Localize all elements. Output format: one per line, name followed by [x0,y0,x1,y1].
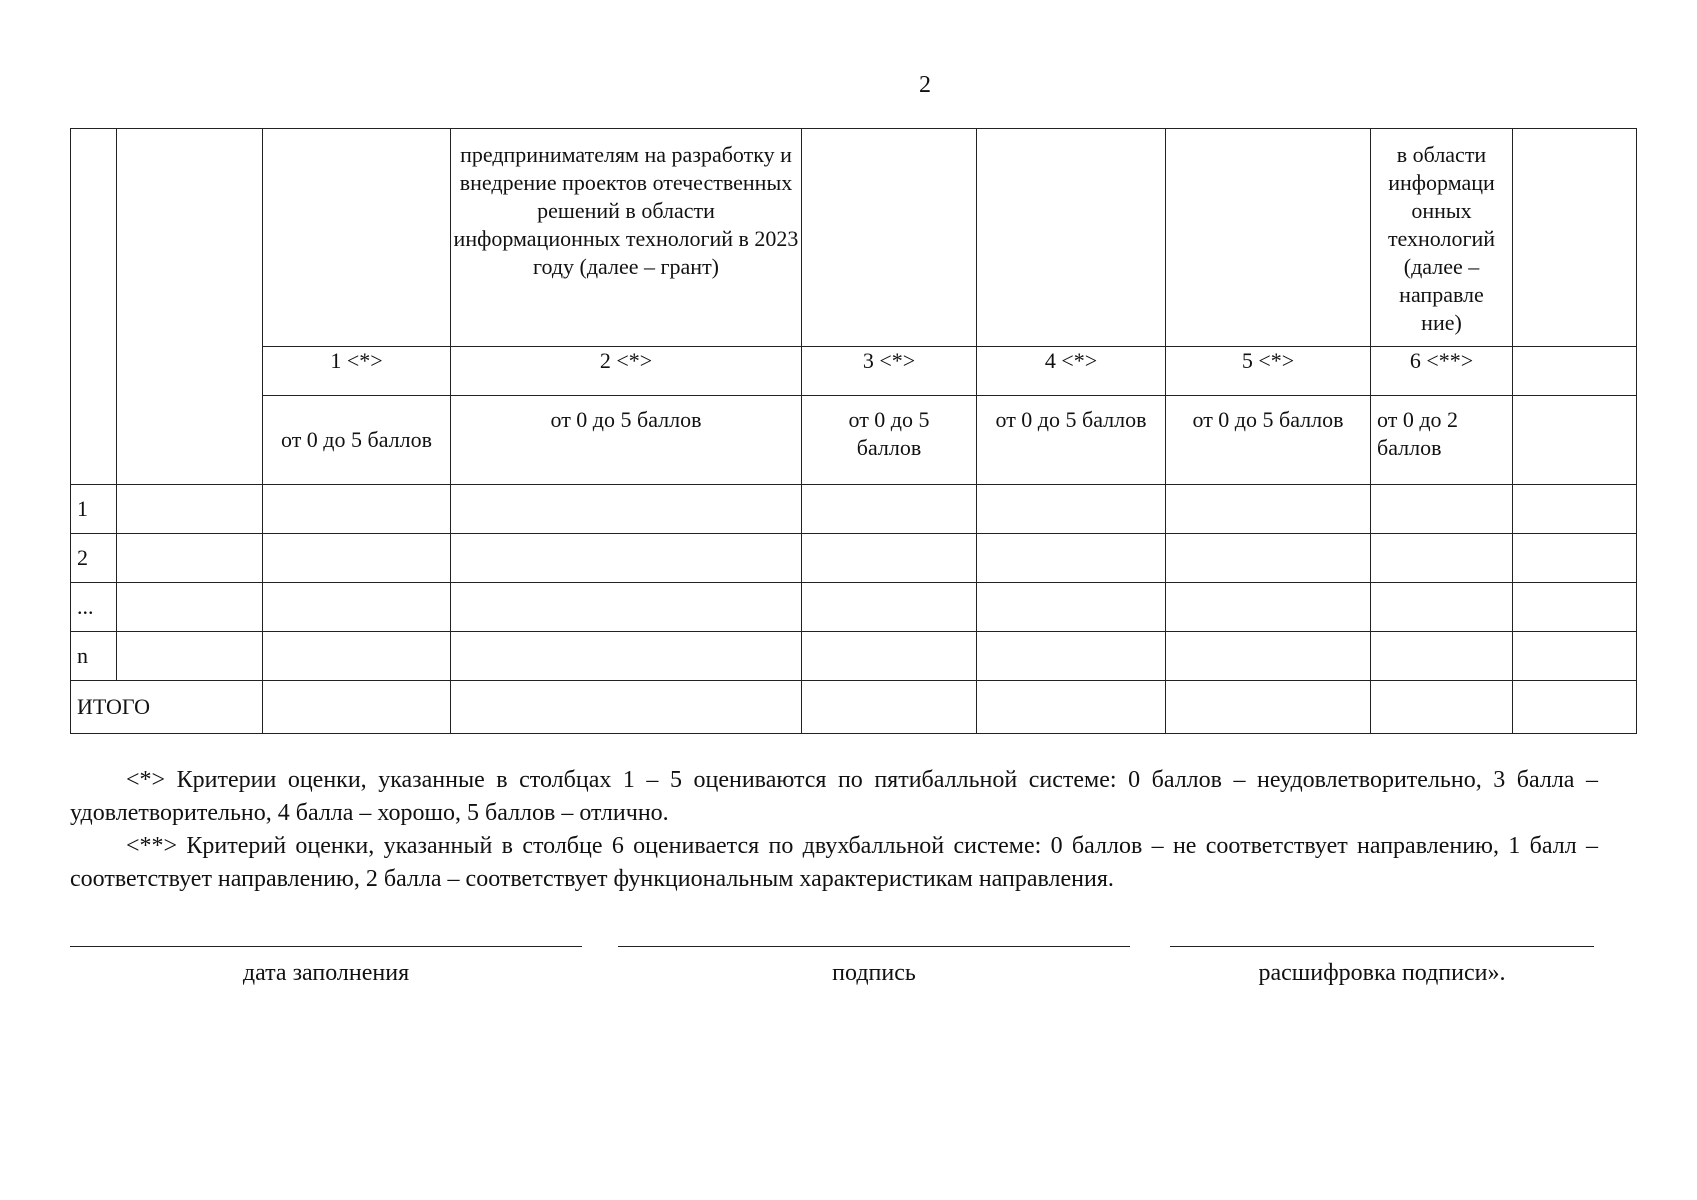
empty-cell [1513,396,1637,485]
total-row [71,681,1637,734]
table-cell [1371,534,1513,583]
table-cell [802,681,977,734]
table-cell [1371,681,1513,734]
row-number: 1 [71,485,117,534]
table-cell [1166,681,1371,734]
table-cell [451,485,802,534]
table-row [71,632,1637,681]
header-cell-direction: в области информаци онных технологий (далее – направле ние) [1371,129,1513,347]
signature-label: подпись [832,960,916,986]
table-cell [1371,583,1513,632]
signature-line [618,946,1130,947]
table-cell [1166,485,1371,534]
table-cell [1513,681,1637,734]
table-cell [977,485,1166,534]
table-cell [117,583,263,632]
table-cell [263,681,451,734]
header-cell-grant: предпринимателям на разработку и внедрение проектов отечественных решений в области информационных технологий в 2023 году (далее – грант) [451,129,802,347]
column-number: 5 <*> [1166,347,1371,396]
footnote-two-star: <**> Критерий оценки, указанный в столбце 6 оценивается по двухбалльной системе: 0 баллов – не соответствует направлению, 1 балл – соответствует направлению, 2 балла – соответствует функциональным характеристикам направления. [70,833,1598,892]
header-cell-name [117,129,263,485]
date-label: дата заполнения [242,960,410,986]
header-row [71,129,1637,347]
table-cell [1166,534,1371,583]
table-cell [263,534,451,583]
header-cell-5 [1166,129,1371,347]
header-cell-3 [802,129,977,347]
table-cell [1371,485,1513,534]
column-number: 6 <**> [1371,347,1513,396]
row-number: ... [71,583,117,632]
column-number: 1 <*> [263,347,451,396]
table-row [71,583,1637,632]
column-number: 4 <*> [977,347,1166,396]
column-number: 2 <*> [451,347,802,396]
table-cell [802,485,977,534]
table-cell [1371,632,1513,681]
score-range: от 0 до 2 баллов [1371,396,1513,485]
column-number: 3 <*> [802,347,977,396]
table-cell [977,583,1166,632]
footnotes [70,764,1598,896]
table-cell [263,485,451,534]
evaluation-table [70,128,1637,734]
table-cell [117,485,263,534]
table-cell [802,583,977,632]
table-cell [1513,632,1637,681]
score-range: от 0 до 5 баллов [451,396,802,485]
table-cell [451,583,802,632]
table-cell [451,681,802,734]
table-cell [263,632,451,681]
table-row [71,485,1637,534]
table-cell [1166,632,1371,681]
table-cell [977,534,1166,583]
table-cell [802,632,977,681]
total-label: ИТОГО [71,681,263,734]
row-number: n [71,632,117,681]
score-range: от 0 до 5 баллов [263,396,451,485]
row-number: 2 [71,534,117,583]
table-cell [977,681,1166,734]
table-cell [1166,583,1371,632]
header-cell-1 [263,129,451,347]
score-range-row [71,396,1637,485]
score-range: от 0 до 5 баллов [802,396,977,485]
table-cell [117,632,263,681]
table-cell [802,534,977,583]
table-cell [451,632,802,681]
table-row [71,534,1637,583]
header-cell-no [71,129,117,485]
table-cell [977,632,1166,681]
header-cell-4 [977,129,1166,347]
table-cell [1513,583,1637,632]
table-cell [1513,485,1637,534]
score-range: от 0 до 5 баллов [1166,396,1371,485]
table-cell [1513,534,1637,583]
page-number: 2 [919,72,931,98]
decoding-line [1170,946,1594,947]
decoding-label: расшифровка подписи». [1258,960,1506,986]
column-number-row [71,347,1637,396]
empty-cell [1513,347,1637,396]
table-cell [451,534,802,583]
date-line [70,946,582,947]
table-cell [263,583,451,632]
footnote-one-star: <*> Критерии оценки, указанные в столбцах 1 – 5 оцениваются по пятибалльной системе: 0 баллов – неудовлетворительно, 3 балла – удовлетворительно, 4 балла – хорошо, 5 баллов – отлично. [70,767,1598,826]
table-cell [117,534,263,583]
score-range: от 0 до 5 баллов [977,396,1166,485]
header-cell-last [1513,129,1637,347]
